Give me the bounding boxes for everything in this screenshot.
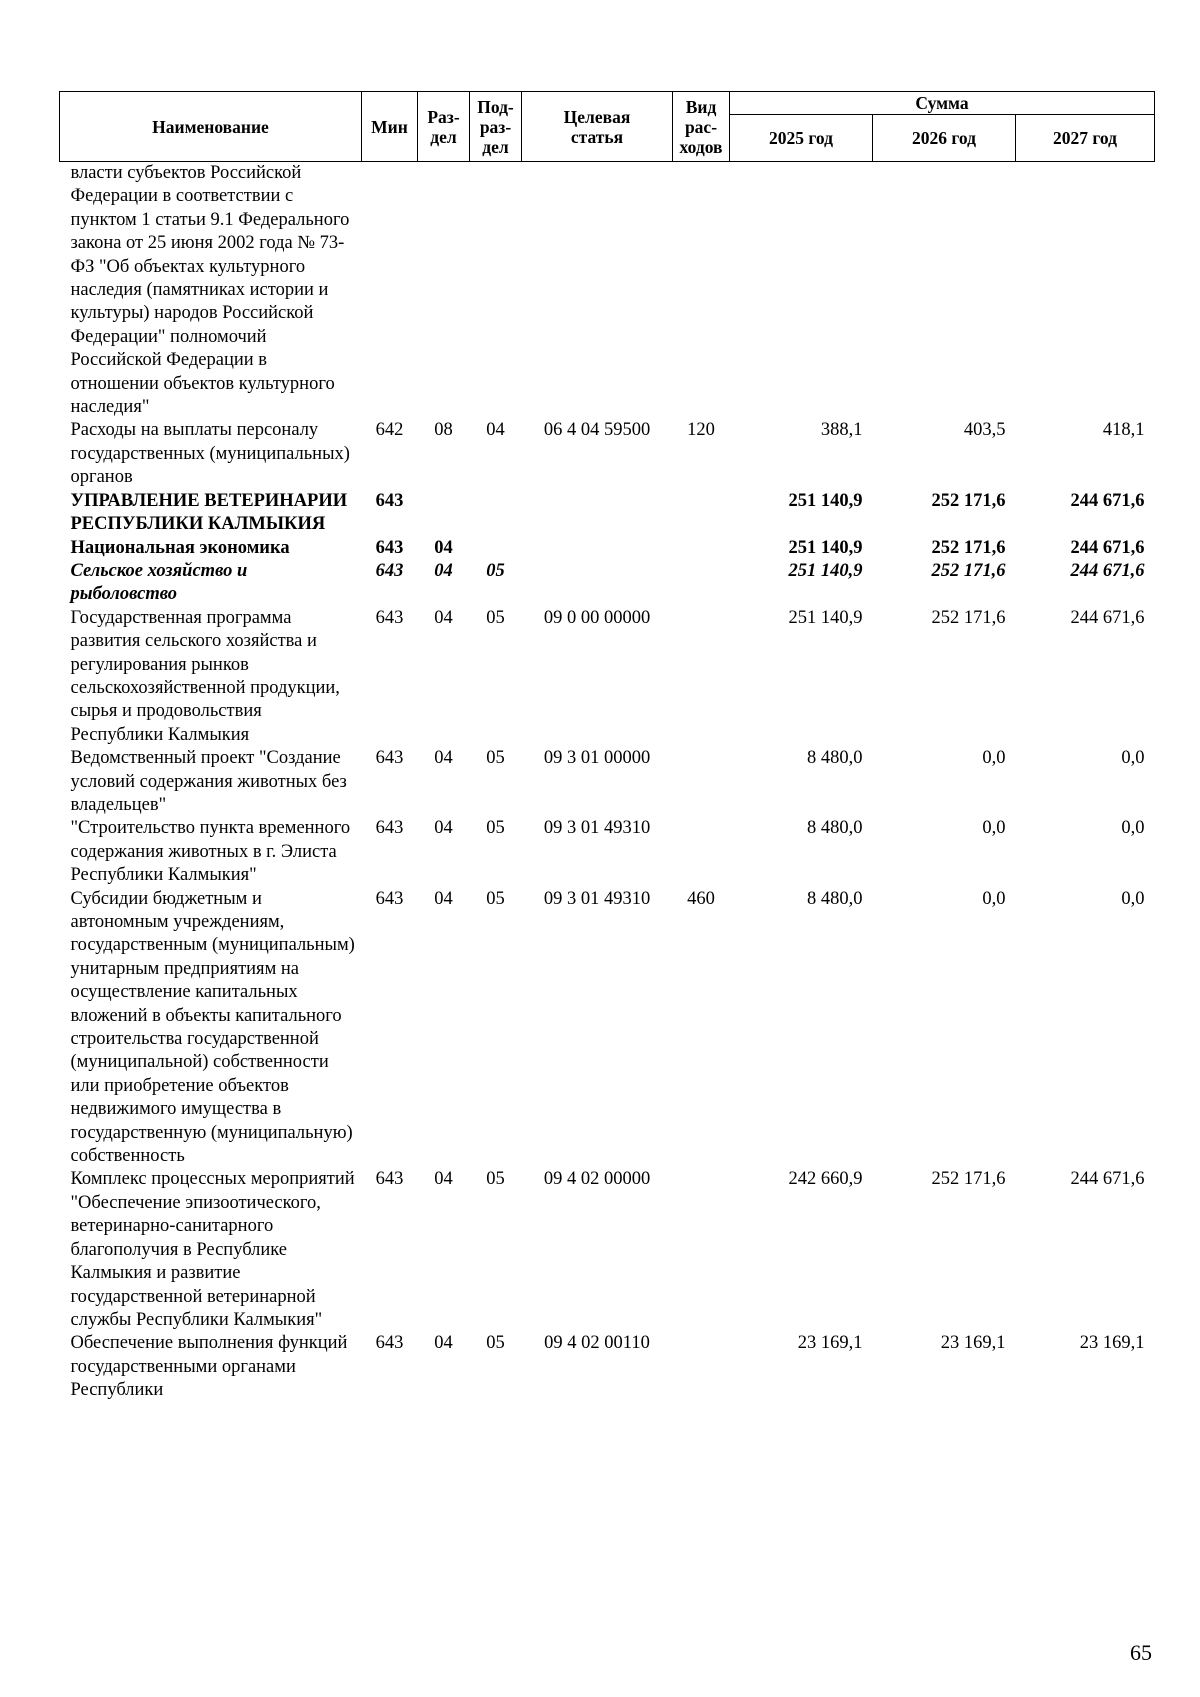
row-name: Государственная программа развития сельского хозяйства и регулирования рынков сельскохозяйственной продукции, сырья и продовольствия Республики Калмыкия	[70, 607, 340, 745]
row-sum-2027: 244 671,6	[1070, 560, 1145, 581]
row-sum-2025: 251 140,9	[788, 490, 863, 511]
row-vid-rashodov	[673, 537, 730, 560]
row-sum-2026: 252 171,6	[931, 490, 1006, 511]
row-name: Обеспечение выполнения функций государственными органами Республики	[70, 1333, 348, 1401]
row-razdel	[418, 490, 470, 537]
page-number: 65	[1130, 1640, 1152, 1665]
row-razdel: 04	[434, 1169, 453, 1190]
row-sum-2025: 242 660,9	[788, 1169, 863, 1190]
table-row	[60, 537, 1155, 560]
row-sum-2027: 0,0	[1121, 748, 1145, 769]
row-name: Расходы на выплаты персоналу государственных (муниципальных) органов	[70, 420, 350, 488]
row-podrazdel: 05	[486, 560, 505, 581]
table-row	[60, 747, 1155, 817]
row-vid-rashodov	[673, 747, 730, 817]
table-row	[60, 162, 1155, 420]
row-sum-2027: 244 671,6	[1070, 1169, 1145, 1190]
row-podrazdel: 05	[486, 607, 505, 628]
row-sum-2027: 0,0	[1121, 888, 1145, 909]
table-body	[60, 162, 1155, 1403]
row-sum-2027: 244 671,6	[1070, 490, 1145, 511]
row-name: "Строительство пункта временного содержания животных в г. Элиста Республики Калмыкия"	[70, 818, 351, 886]
row-tselevaya-statya	[522, 490, 673, 537]
table-row	[60, 419, 1155, 489]
row-razdel: 08	[434, 420, 453, 441]
row-sum-2025: 8 480,0	[807, 888, 863, 909]
row-sum-2027: 0,0	[1121, 818, 1145, 839]
row-sum-2025: 388,1	[820, 420, 863, 441]
row-sum-2025: 251 140,9	[788, 607, 863, 628]
row-vid-rashodov	[673, 1332, 730, 1402]
row-razdel	[418, 162, 470, 420]
row-podrazdel: 05	[486, 1169, 505, 1190]
row-razdel: 04	[434, 607, 453, 628]
table-row	[60, 560, 1155, 607]
row-name: Сельское хозяйство и рыболовство	[70, 560, 248, 605]
row-name: Субсидии бюджетным и автономным учреждениям, государственным (муниципальным) унитарным предприятиям на осуществление капитальных вложений в объекты капитального строительства государственной (муниципальной) собственности или приобретение объектов недвижимого имущества в государственную (муниципальную) собственность	[70, 888, 355, 1167]
row-razdel: 04	[434, 818, 453, 839]
row-sum-2025	[730, 162, 873, 420]
row-sum-2026: 23 169,1	[940, 1333, 1006, 1354]
row-vid-rashodov	[673, 607, 730, 747]
row-vid-rashodov	[673, 490, 730, 537]
row-name: УПРАВЛЕНИЕ ВЕТЕРИНАРИИ РЕСПУБЛИКИ КАЛМЫКИЯ	[70, 490, 348, 535]
row-min: 642	[375, 420, 404, 441]
row-tselevaya-statya: 09 3 01 49310	[543, 888, 651, 909]
row-min	[362, 162, 418, 420]
row-sum-2027: 23 169,1	[1079, 1333, 1145, 1354]
row-sum-2027: 244 671,6	[1070, 537, 1145, 558]
header-2026: 2026 год	[873, 115, 1016, 162]
row-sum-2026: 0,0	[982, 888, 1006, 909]
row-min: 643	[375, 818, 404, 839]
header-razdel: Раз- дел	[418, 92, 470, 162]
row-sum-2026: 252 171,6	[931, 607, 1006, 628]
row-tselevaya-statya: 09 3 01 00000	[543, 748, 651, 769]
row-razdel: 04	[434, 888, 453, 909]
header-summa: Сумма	[730, 92, 1155, 115]
row-name: власти субъектов Российской Федерации в соответствии с пунктом 1 статьи 9.1 Федерального закона от 25 июня 2002 года № 73-ФЗ "Об объектах культурного наследия (памятниках истории и культуры) народов Российской Федерации" полномочий Российской Федерации в отношении объектов культурного наследия"	[70, 163, 350, 418]
row-podrazdel	[470, 490, 522, 537]
row-min: 643	[375, 560, 404, 581]
row-min: 643	[375, 748, 404, 769]
budget-table-page	[59, 91, 1154, 1403]
row-sum-2026: 252 171,6	[931, 1169, 1006, 1190]
table-header	[60, 92, 1155, 162]
header-min: Мин	[362, 92, 418, 162]
row-razdel: 04	[434, 537, 453, 558]
row-razdel: 04	[434, 748, 453, 769]
row-tselevaya-statya	[522, 162, 673, 420]
row-tselevaya-statya: 09 3 01 49310	[543, 818, 651, 839]
table-row	[60, 888, 1155, 1169]
row-tselevaya-statya: 09 0 00 00000	[543, 607, 651, 628]
row-podrazdel: 05	[486, 888, 505, 909]
table-row	[60, 1332, 1155, 1402]
row-min: 643	[375, 1169, 404, 1190]
row-razdel: 04	[434, 560, 453, 581]
row-sum-2027: 418,1	[1102, 420, 1145, 441]
header-vid-rashodov: Вид рас- ходов	[673, 92, 730, 162]
header-2025: 2025 год	[730, 115, 873, 162]
row-sum-2025: 8 480,0	[807, 818, 863, 839]
row-name: Национальная экономика	[70, 537, 290, 558]
row-min: 643	[375, 490, 404, 511]
row-sum-2025: 251 140,9	[788, 560, 863, 581]
row-vid-rashodov: 460	[687, 888, 715, 909]
row-name: Ведомственный проект "Создание условий содержания животных без владельцев"	[70, 748, 347, 815]
header-podrazdel: Под- раз- дел	[470, 92, 522, 162]
row-podrazdel: 05	[486, 1333, 505, 1354]
row-min: 643	[375, 537, 404, 558]
row-sum-2026	[873, 162, 1016, 420]
row-razdel: 04	[434, 1333, 453, 1354]
row-vid-rashodov	[673, 817, 730, 887]
table-row	[60, 607, 1155, 747]
row-tselevaya-statya: 09 4 02 00110	[544, 1333, 650, 1354]
row-vid-rashodov	[673, 1168, 730, 1332]
row-sum-2026: 0,0	[982, 748, 1006, 769]
row-sum-2026: 252 171,6	[931, 537, 1006, 558]
row-sum-2025: 251 140,9	[788, 537, 863, 558]
row-min: 643	[375, 607, 404, 628]
row-tselevaya-statya	[522, 560, 673, 607]
row-tselevaya-statya: 06 4 04 59500	[543, 420, 651, 441]
header-2027: 2027 год	[1016, 115, 1155, 162]
row-tselevaya-statya	[522, 537, 673, 560]
table-row	[60, 1168, 1155, 1332]
row-sum-2025: 8 480,0	[807, 748, 863, 769]
row-min: 643	[375, 1333, 404, 1354]
row-vid-rashodov	[673, 162, 730, 420]
row-sum-2027: 244 671,6	[1070, 607, 1145, 628]
budget-table	[59, 91, 1155, 1403]
row-sum-2025: 23 169,1	[797, 1333, 863, 1354]
row-podrazdel	[470, 537, 522, 560]
row-podrazdel	[470, 162, 522, 420]
row-min: 643	[375, 888, 404, 909]
row-sum-2026: 0,0	[982, 818, 1006, 839]
row-podrazdel: 04	[486, 420, 505, 441]
table-row	[60, 490, 1155, 537]
table-row	[60, 817, 1155, 887]
header-tselevaya-statya: Целевая статья	[522, 92, 673, 162]
row-vid-rashodov: 120	[687, 420, 715, 441]
row-vid-rashodov	[673, 560, 730, 607]
row-podrazdel: 05	[486, 748, 505, 769]
row-tselevaya-statya: 09 4 02 00000	[543, 1169, 651, 1190]
row-podrazdel: 05	[486, 818, 505, 839]
header-name: Наименование	[60, 92, 362, 162]
row-name: Комплекс процессных мероприятий "Обеспечение эпизоотического, ветеринарно-санитарного благополучия в Республике Калмыкия и развитие государственной ветеринарной службы Республики Калмыкия"	[70, 1169, 355, 1330]
row-sum-2026: 403,5	[963, 420, 1006, 441]
row-sum-2027	[1016, 162, 1155, 420]
row-sum-2026: 252 171,6	[931, 560, 1006, 581]
